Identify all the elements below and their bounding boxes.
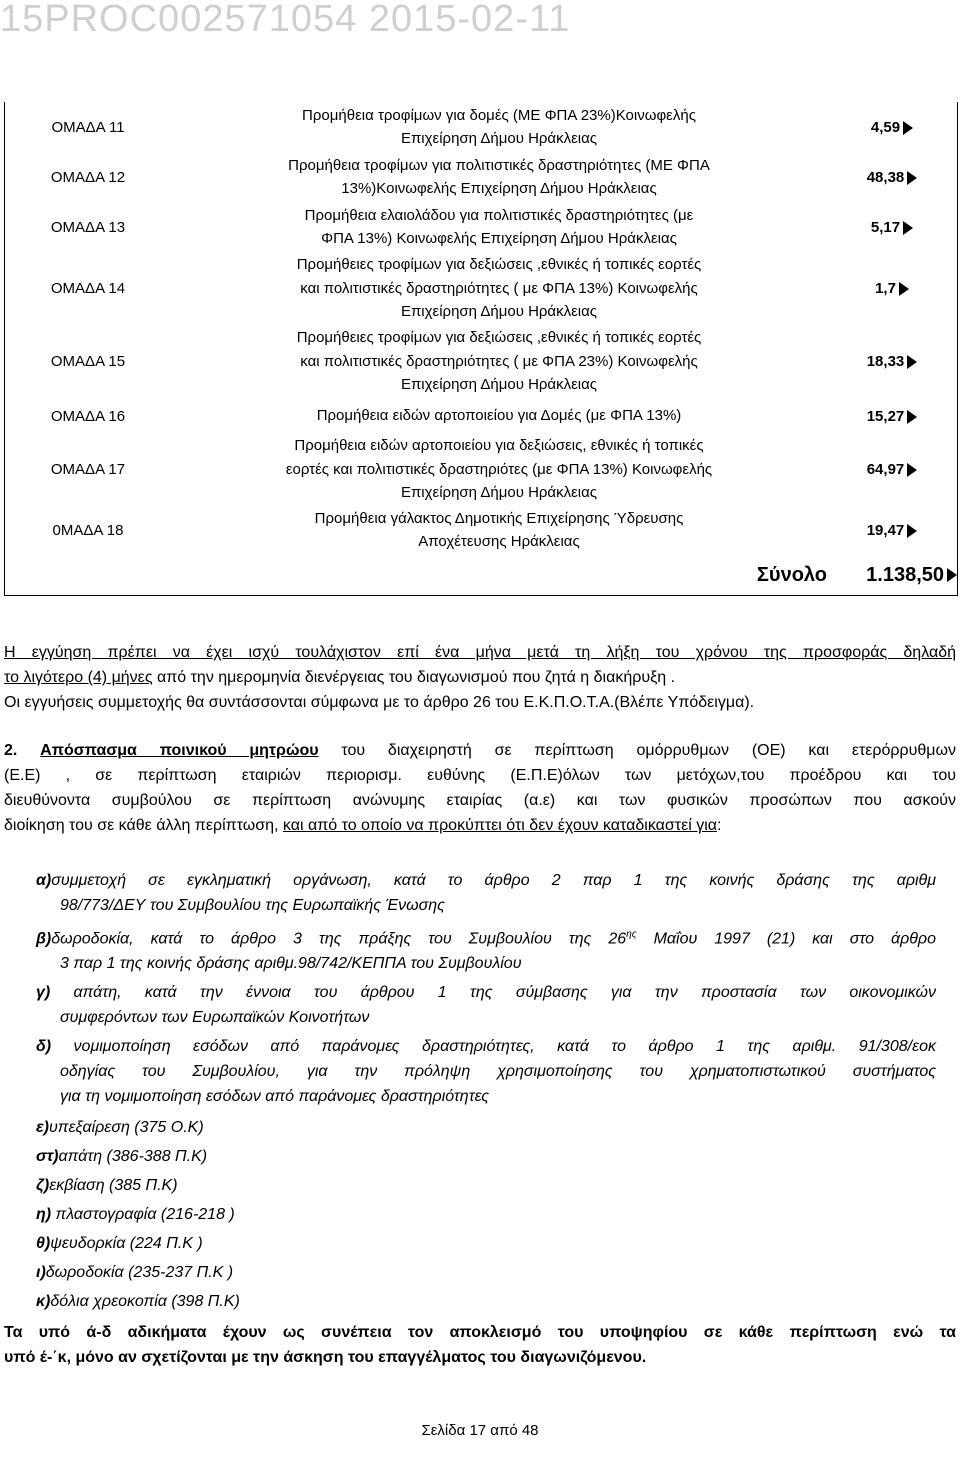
- amount-value: 5,17: [870, 218, 901, 236]
- crime-item: [36, 1115, 936, 1140]
- section2-line-4: [4, 813, 956, 838]
- group-description: [171, 102, 827, 152]
- criminal-record-paragraph: [4, 738, 956, 838]
- crime-text-continued: Μαΐου 1997 (21) και στο άρθρο: [636, 930, 936, 948]
- crime-text: απάτη, κατά την έννοια του άρθρου 1 της σύμβασης για την προστασία των οικονομικών: [50, 984, 936, 1002]
- crime-text: πλαστογραφία (216-218 ): [51, 1206, 235, 1224]
- crime-text: δωροδοκία, κατά το άρθρο 3 της πράξης του Συμβουλίου της 26: [51, 930, 627, 948]
- section2-line-2: (Ε.Ε) , σε περίπτωση εταιριών περιορισμ. ευθύνης (Ε.Π.Ε)όλων των μετόχων,του προέδρου και του: [4, 767, 956, 784]
- amount-value: 48,38: [866, 168, 905, 186]
- group-row: [5, 252, 958, 325]
- description-line: Προμήθεια γάλακτος Δημοτικής Επιχείρησης Ύδρευσης: [314, 509, 684, 527]
- group-description: [171, 505, 827, 555]
- crime-item: [36, 1144, 936, 1169]
- crime-text: δόλια χρεοκοπία (398 Π.Κ): [50, 1293, 240, 1311]
- group-name: ΟΜΑΔΑ 13: [5, 202, 172, 252]
- amount-value: 19,47: [866, 521, 905, 539]
- crime-label: ζ): [36, 1177, 50, 1195]
- section2-title: Απόσπασμα ποινικού μητρώου: [40, 742, 319, 759]
- arrow-right-icon: [907, 524, 917, 538]
- crime-line: [36, 1084, 936, 1109]
- section2-line-3: διευθύνοντα συμβούλου σε περίπτωση ανώνυμης εταιρίας (α.ε) και των φυσικών προσώπων που ασκούν: [4, 792, 956, 809]
- description-line: Επιχείρηση Δήμου Ηράκλειας: [400, 130, 598, 147]
- group-name: ΟΜΑΔΑ 16: [5, 398, 172, 434]
- description-line: ΦΠΑ 13%) Κοινωφελής Επιχείρηση Δήμου Ηράκλειας: [321, 230, 677, 247]
- group-row: [5, 505, 958, 555]
- description-line: εορτές και πολιτιστικές δραστηριότες (με ΦΠΑ 13%) Κοινωφελής: [285, 460, 713, 478]
- crime-text: για τη νομιμοποίηση εσόδων από παράνομες δραστηριότητες: [60, 1088, 490, 1106]
- crime-item: [36, 868, 936, 918]
- description-line: Επιχείρηση Δήμου Ηράκλειας: [400, 484, 598, 502]
- group-row: [5, 325, 958, 398]
- crime-label: γ): [36, 984, 51, 1002]
- crime-line: [36, 1202, 936, 1227]
- arrow-right-icon: [899, 282, 909, 296]
- crime-line: [36, 1173, 936, 1198]
- page-number: Σελίδα 17 από 48: [421, 1422, 539, 1439]
- group-amount: [827, 202, 958, 252]
- group-name: ΟΜΑΔΑ 11: [5, 102, 172, 152]
- total-amount: [827, 555, 958, 596]
- guarantee-paragraph: [4, 640, 956, 715]
- crime-label: στ): [36, 1148, 59, 1166]
- group-description: [171, 325, 827, 398]
- crime-line: [36, 893, 936, 918]
- section2-line-1-text: του διαχειρηστή σε περίπτωση ομόρρυθμων (ΟΕ) και ετερόρρυθμων: [318, 742, 956, 759]
- crime-line: [36, 1034, 936, 1059]
- crime-text: δωροδοκία (235-237 Π.Κ ): [45, 1264, 234, 1282]
- arrow-right-icon: [903, 221, 913, 235]
- group-amount: [827, 252, 958, 325]
- crimes-list: [36, 868, 936, 1314]
- group-name: ΟΜΑΔΑ 15: [5, 325, 172, 398]
- description-line: και πολιτιστικές δραστηριότητες ( με ΦΠΑ 13%) Κοινωφελής: [300, 279, 698, 297]
- crime-line: [36, 1115, 936, 1140]
- crime-label: δ): [36, 1038, 52, 1056]
- crime-line: [36, 951, 936, 976]
- description-line: και πολιτιστικές δραστηριότητες ( με ΦΠΑ 23%) Κοινωφελής: [300, 352, 698, 370]
- ordinal-suffix: ης: [626, 929, 637, 940]
- group-row: [5, 152, 958, 202]
- group-amount: [827, 434, 958, 505]
- description-line: Επιχείρηση Δήμου Ηράκλειας: [400, 376, 598, 394]
- description-line: Προμήθεια ελαιολάδου για πολιτιστικές δραστηριότητες (με: [304, 206, 694, 224]
- crime-label: η): [36, 1206, 52, 1224]
- section2-conviction-clause: και από το οποίο να προκύπτει ότι δεν έχουν καταδικαστεί για: [282, 817, 718, 834]
- description-line: Αποχέτευσης Ηράκλειας: [418, 533, 580, 550]
- arrow-right-icon: [907, 355, 917, 369]
- section2-line-4-text: διοίκηση του σε κάθε άλλη περίπτωση,: [4, 817, 283, 834]
- crime-text: 3 παρ 1 της κοινής δράσης αριθμ.98/742/ΚΕΠΠΑ του Συμβουλίου: [60, 955, 522, 973]
- description-line: Προμήθεια ειδών αρτοποιείου για Δομές (με ΦΠΑ 13%): [316, 407, 682, 425]
- description-line: 13%)Κοινωφελής Επιχείρηση Δήμου Ηράκλειας: [341, 180, 657, 197]
- group-amount: [827, 398, 958, 434]
- group-row: [5, 202, 958, 252]
- group-amount: [827, 325, 958, 398]
- total-row: [5, 555, 958, 596]
- crime-label: θ): [36, 1235, 51, 1253]
- guarantee-min-months: το λιγότερο (4) μήνες: [4, 669, 153, 686]
- crime-label: ε): [36, 1119, 49, 1137]
- guarantee-line-2: [4, 665, 956, 690]
- group-name: ΟΜΑΔΑ 12: [5, 152, 172, 202]
- guarantee-line-2-rest: από την ημερομηνία διενέργειας του διαγωνισμού που ζητά η διακήρυξη .: [152, 669, 676, 686]
- crime-text: συμφερόντων των Ευρωπαϊκών Κοινοτήτων: [60, 1009, 370, 1027]
- crime-label: κ): [36, 1293, 51, 1311]
- crime-item: [36, 1202, 936, 1227]
- arrow-right-icon: [903, 121, 913, 135]
- document-id-header: 15PROC002571054 2015-02-11: [0, 0, 571, 40]
- section2-line-4-end: :: [717, 817, 722, 834]
- group-description: [171, 152, 827, 202]
- crime-text: απάτη (386-388 Π.Κ): [58, 1148, 208, 1166]
- total-empty-cell: [5, 555, 172, 596]
- crime-label: α): [36, 872, 52, 889]
- amount-value: 1,7: [875, 280, 896, 297]
- group-name: 0ΜΑΔΑ 18: [5, 505, 172, 555]
- amount-value: 18,33: [866, 353, 905, 370]
- group-row: [5, 398, 958, 434]
- crime-item: [36, 980, 936, 1030]
- group-amount: [827, 505, 958, 555]
- description-line: Προμήθειες τροφίμων για δεξιώσεις ,εθνικές ή τοπικές εορτές: [296, 329, 702, 347]
- group-description: [171, 398, 827, 434]
- crime-item: [36, 1289, 936, 1314]
- group-row: [5, 102, 958, 152]
- crime-line: [36, 1231, 936, 1256]
- crime-text: οδηγίας του Συμβουλίου, για την πρόληψη χρησιμοποίησης του χρηματοπιστωτικού συστήματος: [60, 1063, 936, 1081]
- crime-item: [36, 1231, 936, 1256]
- group-amount: [827, 152, 958, 202]
- total-label: Σύνολο: [171, 555, 827, 596]
- crime-text: 98/773/ΔΕΥ του Συμβουλίου της Ευρωπαϊκής Ένωσης: [60, 897, 445, 914]
- description-line: Προμήθεια τροφίμων για πολιτιστικές δραστηριότητες (ΜΕ ΦΠΑ: [288, 156, 710, 174]
- group-description: [171, 202, 827, 252]
- crime-line: [36, 1260, 936, 1285]
- crime-line: [36, 1005, 936, 1030]
- group-description: [171, 252, 827, 325]
- description-line: Προμήθεια τροφίμων για δομές (ΜΕ ΦΠΑ 23%)Κοινωφελής: [302, 106, 696, 124]
- total-amount-value: 1.138,50: [866, 563, 944, 586]
- group-row: [5, 434, 958, 505]
- crime-item: [36, 1260, 936, 1285]
- group-name: ΟΜΑΔΑ 14: [5, 252, 172, 325]
- crime-text: εκβίαση (385 Π.Κ): [49, 1177, 178, 1195]
- arrow-right-icon: [907, 171, 917, 185]
- amount-value: 4,59: [870, 118, 901, 136]
- arrow-right-icon: [907, 463, 917, 477]
- crime-line: [36, 922, 936, 951]
- crime-line: [36, 868, 936, 893]
- crime-line: [36, 980, 936, 1005]
- crime-item: [36, 1173, 936, 1198]
- group-name: ΟΜΑΔΑ 17: [5, 434, 172, 505]
- description-line: Προμήθεια ειδών αρτοποιείου για δεξιώσεις, εθνικές ή τοπικές: [294, 437, 704, 455]
- description-line: Επιχείρηση Δήμου Ηράκλειας: [400, 303, 598, 321]
- crime-text: συμμετοχή σε εγκληματική οργάνωση, κατά το άρθρο 2 παρ 1 της κοινής δράσης της αριθμ: [51, 872, 936, 889]
- groups-table: [4, 102, 958, 596]
- section2-number: 2.: [4, 742, 18, 759]
- guarantee-line-3: Οι εγγυήσεις συμμετοχής θα συντάσσονται σύμφωνα με το άρθρο 26 του Ε.Κ.Π.Ο.Τ.Α.(Βλέπε Υπόδειγμα).: [4, 694, 755, 711]
- amount-value: 15,27: [866, 407, 905, 425]
- arrow-right-icon: [947, 568, 957, 582]
- closing-paragraph: [4, 1320, 956, 1370]
- arrow-right-icon: [907, 410, 917, 424]
- crime-line: [36, 1289, 936, 1314]
- crime-item: [36, 922, 936, 976]
- crime-label: ι): [36, 1264, 46, 1282]
- crime-label: β): [36, 930, 52, 948]
- group-description: [171, 434, 827, 505]
- description-line: Προμήθειες τροφίμων για δεξιώσεις ,εθνικές ή τοπικές εορτές: [296, 256, 702, 274]
- crime-line: [36, 1144, 936, 1169]
- group-amount: [827, 102, 958, 152]
- amount-value: 64,97: [866, 461, 905, 478]
- closing-line-1: Τα υπό ά-δ αδικήματα έχουν ως συνέπεια τον αποκλεισμό του υποψηφίου σε κάθε περίπτωση ενώ τα: [4, 1324, 956, 1341]
- crime-text: ψευδορκία (224 Π.Κ ): [50, 1235, 203, 1253]
- crime-text: νομιμοποίηση εσόδων από παράνομες δραστηριότητες, κατά το άρθρο 1 της αριθμ. 91/308/εοκ: [51, 1038, 936, 1056]
- crime-text: υπεξαίρεση (375 Ο.Κ): [48, 1119, 204, 1137]
- closing-line-2: υπό έ-΄κ, μόνο αν σχετίζονται με την άσκηση του επαγγέλματος του διαγωνιζόμενου.: [4, 1349, 647, 1366]
- guarantee-line-1: Η εγγύηση πρέπει να έχει ισχύ τουλάχιστον επί ένα μήνα μετά τη λήξη του χρόνου της προσφοράς δηλαδή: [4, 644, 956, 661]
- crime-item: [36, 1034, 936, 1109]
- crime-line: [36, 1059, 936, 1084]
- section2-line-1: [4, 738, 956, 763]
